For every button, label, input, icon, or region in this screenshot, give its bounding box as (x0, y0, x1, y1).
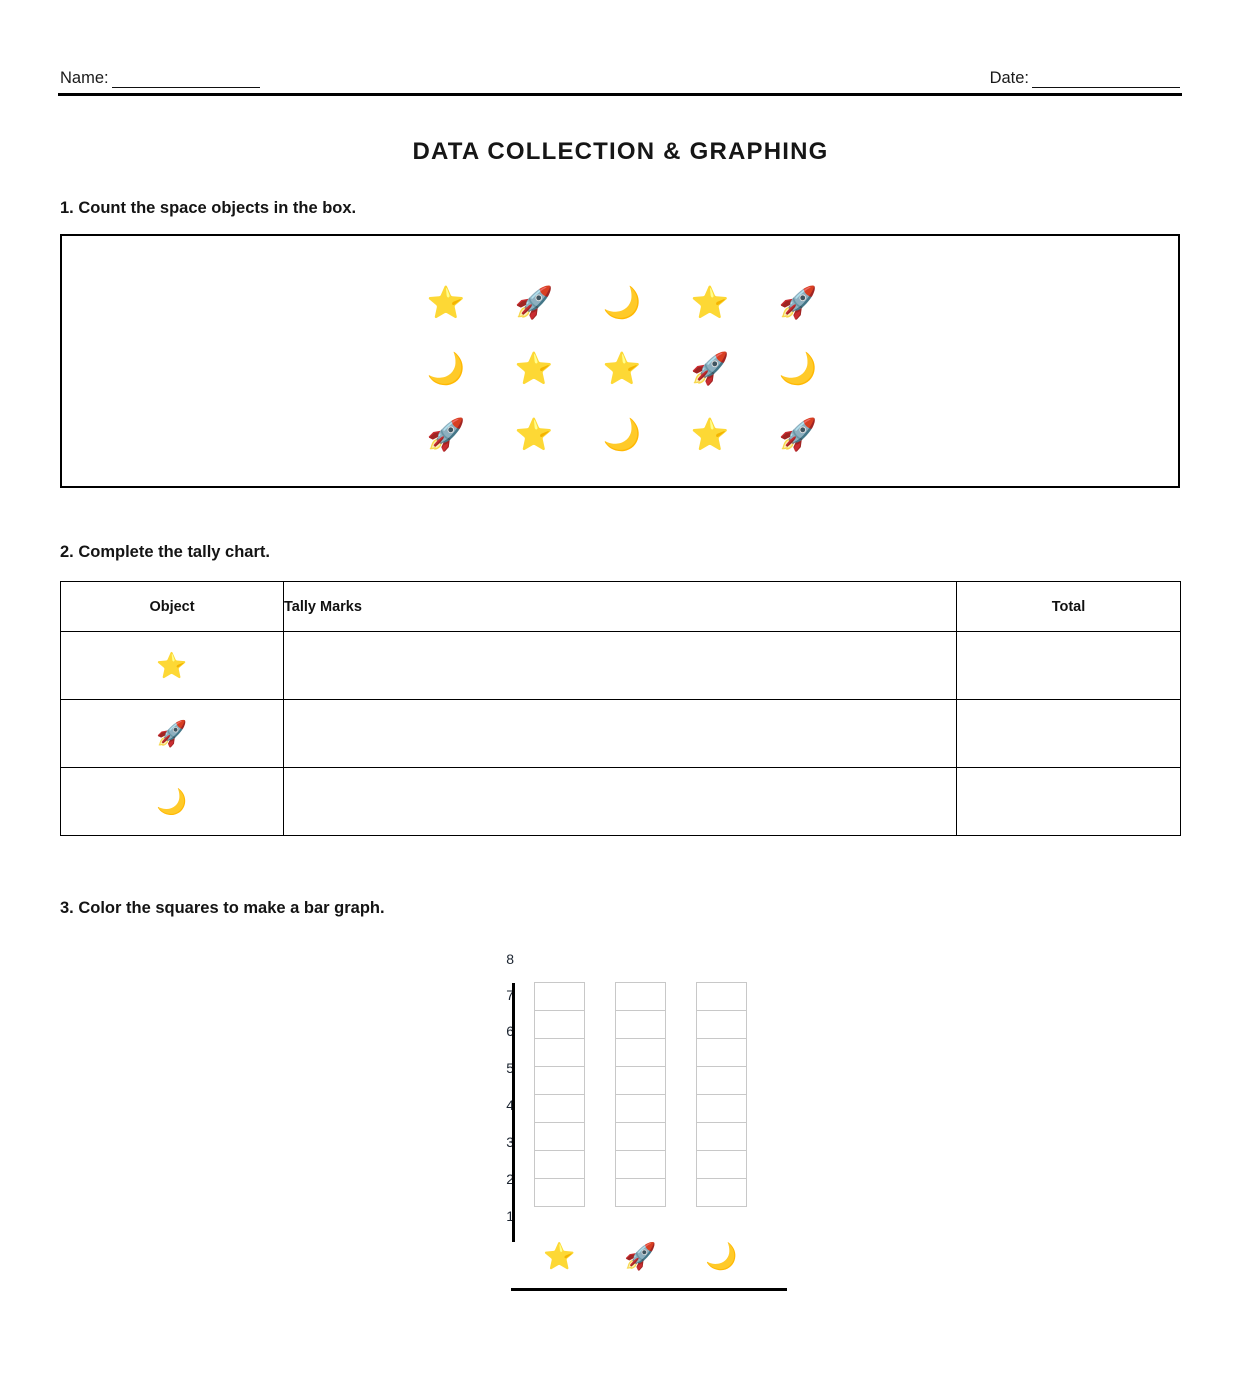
bar-cell[interactable] (696, 1094, 747, 1123)
column-header-total: Total (957, 582, 1181, 632)
bar-column-moon (696, 982, 747, 1207)
moon-icon: 🌙 (602, 416, 642, 453)
table-header-row (61, 582, 1181, 632)
date-label: Date: (989, 69, 1029, 87)
bar-cell[interactable] (696, 1038, 747, 1067)
bar-cell[interactable] (615, 1010, 666, 1039)
rocket-icon: 🚀 (690, 350, 730, 387)
bar-cell[interactable] (696, 1010, 747, 1039)
bar-cell[interactable] (534, 1122, 585, 1151)
rocket-icon: 🚀 (61, 700, 284, 768)
bar-column-rocket (615, 982, 666, 1207)
tally-input-rocket[interactable] (284, 700, 957, 768)
name-field[interactable] (60, 69, 260, 88)
date-field[interactable] (990, 69, 1180, 88)
page-title: DATA COLLECTION & GRAPHING (412, 138, 829, 165)
y-axis-line (512, 983, 515, 1242)
name-date-row (60, 58, 1180, 88)
bar-columns (534, 982, 747, 1207)
bar-cell[interactable] (696, 982, 747, 1011)
tally-chart-table (60, 581, 1181, 836)
space-objects-grid (402, 270, 842, 468)
star-icon: ⭐ (690, 284, 730, 321)
star-icon: ⭐ (543, 1242, 576, 1272)
space-objects-box (60, 234, 1180, 488)
y-tick-label: 4 (506, 1097, 514, 1113)
bar-cell[interactable] (615, 1178, 666, 1207)
bar-cell[interactable] (534, 1066, 585, 1095)
star-icon: ⭐ (514, 350, 554, 387)
moon-icon: 🌙 (602, 284, 642, 321)
rocket-icon: 🚀 (426, 416, 466, 453)
rocket-icon: 🚀 (778, 284, 818, 321)
y-tick-label: 5 (506, 1060, 514, 1076)
tally-input-star[interactable] (284, 632, 957, 700)
total-input-star[interactable] (957, 632, 1181, 700)
star-icon: ⭐ (602, 350, 642, 387)
name-label: Name: (60, 69, 109, 87)
y-axis-labels (486, 944, 514, 1236)
y-tick-label: 1 (506, 1208, 514, 1224)
bar-cell[interactable] (534, 1150, 585, 1179)
header-divider (58, 93, 1182, 96)
bar-cell[interactable] (534, 1178, 585, 1207)
table-row (61, 700, 1181, 768)
y-tick-label: 3 (506, 1134, 514, 1150)
objects-row (402, 336, 842, 402)
moon-icon: 🌙 (778, 350, 818, 387)
star-icon: ⭐ (690, 416, 730, 453)
x-axis-category-icons (534, 1244, 747, 1270)
bar-column-star (534, 982, 585, 1207)
y-tick-label: 7 (506, 987, 514, 1003)
star-icon: ⭐ (426, 284, 466, 321)
bar-graph (486, 944, 786, 1304)
bar-cell[interactable] (534, 982, 585, 1011)
question-3-prompt: 3. Color the squares to make a bar graph. (60, 899, 385, 917)
tally-input-moon[interactable] (284, 768, 957, 836)
y-tick-label: 2 (506, 1171, 514, 1187)
bar-cell[interactable] (615, 1066, 666, 1095)
bar-cell[interactable] (696, 1150, 747, 1179)
y-tick-label: 6 (506, 1023, 514, 1039)
date-write-line[interactable] (1032, 74, 1180, 88)
bar-cell[interactable] (534, 1038, 585, 1067)
bar-cell[interactable] (615, 1122, 666, 1151)
rocket-icon: 🚀 (778, 416, 818, 453)
bar-cell[interactable] (534, 1094, 585, 1123)
moon-icon: 🌙 (61, 768, 284, 836)
question-1-prompt: 1. Count the space objects in the box. (60, 199, 357, 217)
star-icon: ⭐ (61, 632, 284, 700)
column-header-object: Object (61, 582, 284, 632)
bar-cell[interactable] (696, 1122, 747, 1151)
bar-cell[interactable] (696, 1066, 747, 1095)
x-axis-line (511, 1288, 787, 1291)
moon-icon: 🌙 (705, 1242, 738, 1272)
rocket-icon: 🚀 (624, 1242, 657, 1272)
bar-cell[interactable] (615, 982, 666, 1011)
total-input-moon[interactable] (957, 768, 1181, 836)
bar-cell[interactable] (615, 1150, 666, 1179)
bar-cell[interactable] (615, 1094, 666, 1123)
table-row (61, 768, 1181, 836)
bar-cell[interactable] (615, 1038, 666, 1067)
objects-row (402, 402, 842, 468)
name-write-line[interactable] (112, 74, 260, 88)
total-input-rocket[interactable] (957, 700, 1181, 768)
star-icon: ⭐ (514, 416, 554, 453)
y-tick-label: 8 (506, 951, 514, 967)
objects-row (402, 270, 842, 336)
rocket-icon: 🚀 (514, 284, 554, 321)
moon-icon: 🌙 (426, 350, 466, 387)
bar-cell[interactable] (696, 1178, 747, 1207)
bar-cell[interactable] (534, 1010, 585, 1039)
table-row (61, 632, 1181, 700)
question-2-prompt: 2. Complete the tally chart. (60, 543, 270, 561)
column-header-tally-marks: Tally Marks (284, 582, 957, 632)
